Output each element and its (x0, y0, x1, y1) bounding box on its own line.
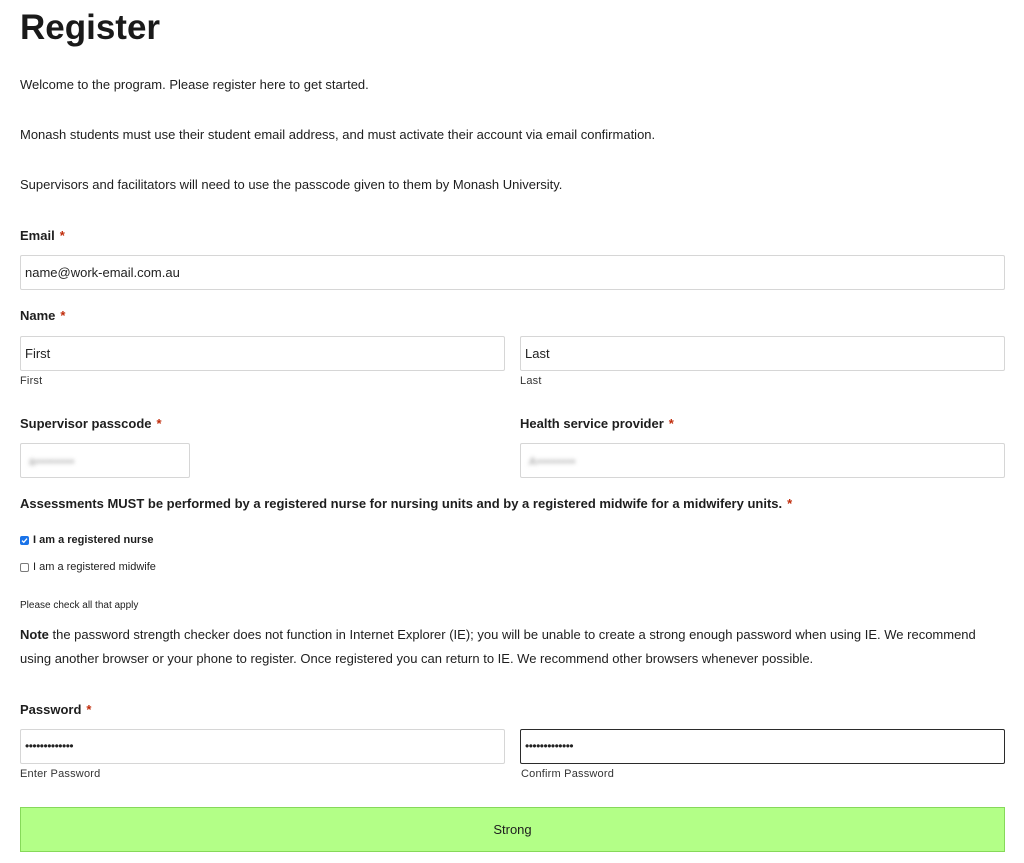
email-input[interactable]: name@work-email.com.au (20, 255, 1005, 290)
supervisor-passcode-value: a•••••••• (29, 456, 75, 468)
checkbox-checked-icon[interactable] (20, 536, 29, 545)
required-marker: * (156, 416, 162, 431)
required-marker: * (86, 702, 92, 717)
registered-nurse-label: I am a registered nurse (33, 534, 154, 546)
password-strength-indicator: Strong (20, 807, 1005, 852)
health-service-provider-label-text: Health service provider (520, 416, 664, 431)
last-name-input[interactable]: Last (520, 336, 1005, 371)
email-label (20, 227, 65, 245)
note-bold: Note (20, 627, 49, 642)
email-label-text: Email (20, 228, 55, 243)
required-marker: * (787, 496, 793, 511)
health-service-provider-input[interactable] (520, 443, 1005, 478)
ie-note (20, 623, 1010, 671)
supervisor-passcode-input[interactable] (20, 443, 190, 478)
page-title: Register (20, 8, 161, 47)
health-service-provider-value: A•••••••• (529, 456, 577, 468)
note-text: the password strength checker does not function in Internet Explorer (IE); you will be unable to create a strong enough password when using IE. We recommend using another browser or your phone to register. Once registered you can return to IE. We recommend other browsers whenever possible. (20, 627, 976, 666)
name-label (20, 307, 65, 325)
supervisor-passcode-label (20, 415, 162, 433)
registered-midwife-option[interactable] (20, 559, 156, 575)
required-marker: * (59, 228, 65, 243)
first-name-input[interactable]: First (20, 336, 505, 371)
assessments-label (20, 495, 792, 513)
intro-welcome: Welcome to the program. Please register here to get started. (20, 77, 369, 92)
intro-supervisors: Supervisors and facilitators will need to use the passcode given to them by Monash University. (20, 177, 563, 192)
intro-students: Monash students must use their student email address, and must activate their account via email confirmation. (20, 127, 656, 142)
enter-password-sublabel: Enter Password (20, 768, 101, 780)
password-label-text: Password (20, 702, 82, 717)
last-name-sublabel: Last (520, 375, 542, 387)
health-service-provider-label (520, 415, 674, 433)
registered-nurse-option[interactable] (20, 532, 153, 548)
supervisor-passcode-label-text: Supervisor passcode (20, 416, 152, 431)
assessments-label-text: Assessments MUST be performed by a registered nurse for nursing units and by a registered midwife for a midwifery units. (20, 496, 783, 511)
confirm-password-sublabel: Confirm Password (521, 768, 615, 780)
checkbox-unchecked-icon[interactable] (20, 563, 29, 572)
required-marker: * (60, 308, 66, 323)
required-marker: * (668, 416, 674, 431)
name-label-text: Name (20, 308, 56, 323)
password-label (20, 701, 91, 719)
confirm-password-input[interactable]: ••••••••••••• (520, 729, 1005, 764)
enter-password-input[interactable]: ••••••••••••• (20, 729, 505, 764)
registered-midwife-label: I am a registered midwife (33, 561, 156, 573)
check-all-hint: Please check all that apply (20, 600, 139, 611)
first-name-sublabel: First (20, 375, 43, 387)
